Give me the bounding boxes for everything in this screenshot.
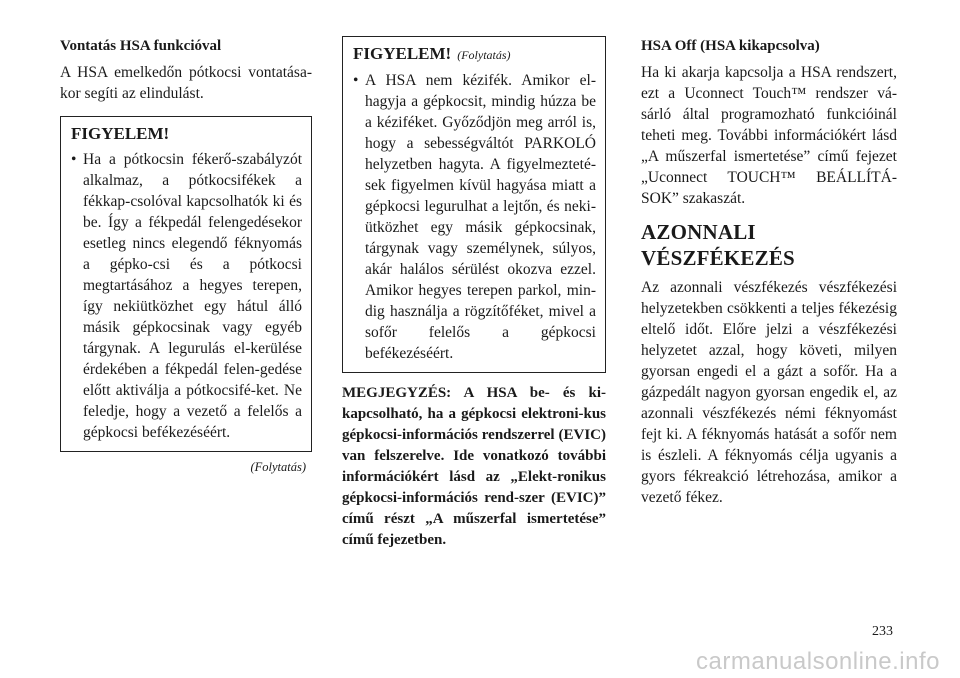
warning-item bbox=[71, 149, 302, 443]
continued-label: (Folytatás) bbox=[250, 460, 306, 474]
hsa-off-paragraph: Ha ki akarja kapcsolja a HSA rendszert, ezt a Uconnect Touch™ rendszer vá-sárló által programozható funkcióinál teheti meg. További információkért lásd „A műszerfal ismertetése” című fejezet „Uconnect TOUCH™ BEÁLLÍTÁ-SOK” szakaszát. bbox=[641, 64, 897, 207]
column-middle bbox=[342, 36, 606, 551]
warning-text: A HSA nem kézifék. Amikor el-hagyja a gépkocsit, mindig húzza be a kéziféket. Győződjön meg arról is, hogy a sebességváltót PARKOLÓ helyzetben hagyta. A figyelmezteté-sek figyelmen kívül hagyása miatt a gépkocsi legurulhat a lejtőn, és neki-ütközhet egy másik gépkocsinak, tárgynak vagy személynek, súlyos, akár halálos sérülést okozva ezzel. Amikor hegyes terepen parkol, min-dig használja a rögzítőféket, mivel a sofőr felelős a gépkocsi befékezéséért. bbox=[365, 72, 596, 362]
warning-box bbox=[60, 116, 312, 452]
page-number: 233 bbox=[872, 624, 893, 639]
section-title: AZONNALI VÉSZFÉKEZÉS bbox=[641, 220, 795, 270]
watermark: carmanualsonline.info bbox=[696, 648, 940, 675]
warning-title bbox=[353, 43, 596, 66]
warning-title-text: FIGYELEM! bbox=[353, 44, 452, 63]
warning-text: Ha a pótkocsin fékerő-szabályzót alkalmaz, a pótkocsifékek a fékkap-csolóval kapcsolhatók ki és be. Így a fékpedál felengedésekor esetleg nincs elegendő féknyomás a gépko-csi és a pótkocsi megtartásához a hegyes terepen, így nekiütközhet egy hátul álló másik gépkocsinak vagy egyéb tárgynak. A legurulás el-kerülése érdekében a fékpedál felen-gedése előtt aktiválja a pótkocsifé-ket. Ne feledje, hogy a vezető a felelős a gépkocsi befékezéséért. bbox=[83, 151, 302, 441]
note-paragraph: MEGJEGYZÉS: A HSA be- és ki-kapcsolható, ha a gépkocsi elektroni-kus gépkocsi-információs rendszerrel (EVIC) van felszerelve. Ide vonatkozó további információkért lásd az „Elekt-ronikus gépkocsi-információs rend-szer (EVIC)” című részt „A műszerfal ismertetése” című fejezetben. bbox=[342, 385, 606, 548]
column-left bbox=[60, 36, 312, 475]
subheading-towing-hsa: Vontatás HSA funkcióval bbox=[60, 38, 222, 54]
warning-box-continued bbox=[342, 36, 606, 373]
column-right bbox=[641, 36, 897, 508]
emergency-brake-paragraph: Az azonnali vészfékezés vészfékezési helyzetekben csökkenti a teljes fékezésig eltelő időt. Előre jelzi a vészfékezési helyzetet azzal, hogy követi, milyen gyorsan engedi el a gázt a sofőr. Ha a gázpedált nagyon gyorsan engedik el, az azonnali vészfékezés némi féknyomást fejt ki. A féknyomás hatását a sofőr nem is észleli. A féknyomás célja ugyanis a gyors fékreakció létrehozása, amikor a vezető fékez. bbox=[641, 279, 897, 506]
intro-paragraph: A HSA emelkedőn pótkocsi vontatása-kor segíti az elindulást. bbox=[60, 64, 312, 102]
bullet-icon: • bbox=[353, 72, 359, 89]
bullet-icon: • bbox=[71, 151, 77, 168]
warning-title: FIGYELEM! bbox=[71, 124, 170, 143]
warning-item bbox=[353, 70, 596, 364]
continued-label: (Folytatás) bbox=[457, 48, 511, 62]
subheading-hsa-off: HSA Off (HSA kikapcsolva) bbox=[641, 38, 820, 54]
